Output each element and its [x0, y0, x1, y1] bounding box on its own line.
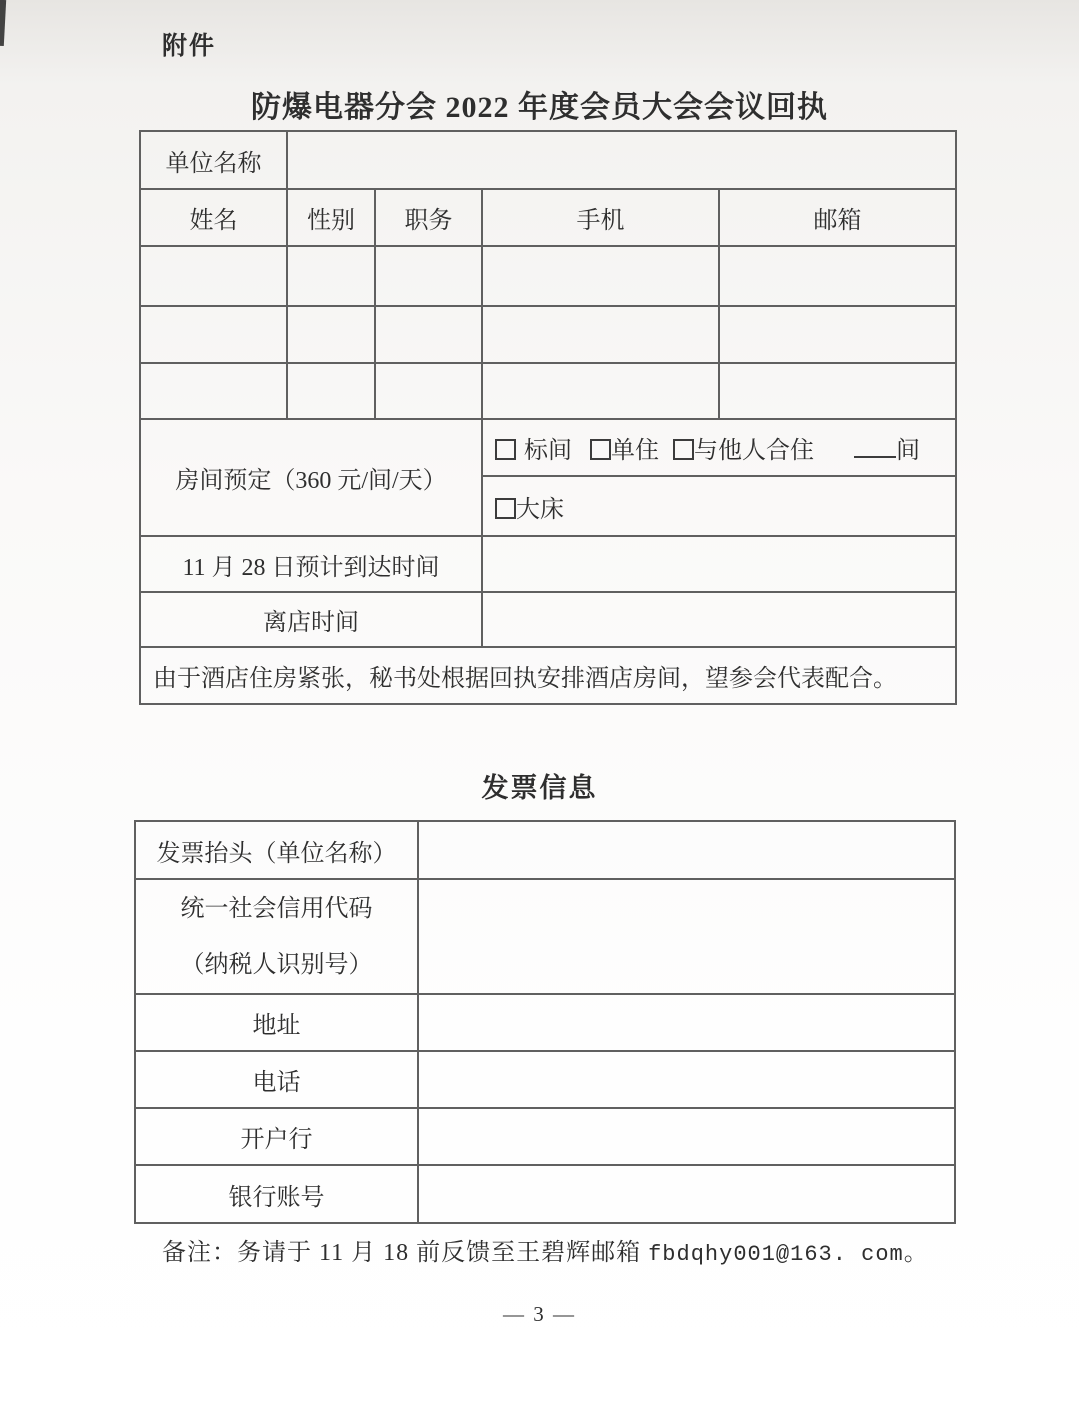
attendee-position-cell: [375, 363, 482, 419]
unit-name-label: 单位名称: [140, 131, 287, 189]
table-row: [140, 246, 956, 306]
departure-time-value-cell: [482, 592, 956, 647]
unit-name-value-cell: [287, 131, 956, 189]
departure-time-label: 离店时间: [140, 592, 482, 647]
phone-value-cell: [418, 1051, 955, 1108]
checkbox-standard-room-icon: [495, 439, 516, 460]
room-booking-label: 房间预定（360 元/间/天）: [140, 419, 482, 536]
attendee-mobile-cell: [482, 306, 719, 363]
big-bed-option-cell: [482, 476, 956, 536]
table-row: [140, 306, 956, 363]
option-single-room-label: 单住: [611, 438, 659, 464]
account-value-cell: [418, 1165, 955, 1223]
table-row: [140, 131, 956, 189]
table-row: [140, 363, 956, 419]
column-header-gender: 性别: [287, 189, 375, 246]
attachment-label: 附件: [162, 33, 217, 60]
attendee-name-cell: [140, 306, 287, 363]
arrival-time-value-cell: [482, 536, 956, 592]
table-row: [140, 536, 956, 592]
option-standard-room-label: 标间: [524, 438, 572, 464]
attendee-gender-cell: [287, 246, 375, 306]
column-header-email: 邮箱: [719, 189, 956, 246]
room-type-options-cell: [482, 419, 956, 476]
table-row: [135, 1165, 955, 1223]
table-row: [140, 592, 956, 647]
checkbox-shared-room-icon: [673, 439, 694, 460]
attendee-name-cell: [140, 363, 287, 419]
credit-code-value-cell: [418, 879, 955, 994]
attendee-position-cell: [375, 306, 482, 363]
checkbox-single-room-icon: [590, 439, 611, 460]
remark-prefix: 备注：务请于 11 月 18 前反馈至王碧辉邮箱: [162, 1240, 649, 1266]
table-row: [135, 1051, 955, 1108]
attendee-gender-cell: [287, 306, 375, 363]
address-label: 地址: [135, 994, 418, 1051]
table-row: [140, 189, 956, 246]
column-header-position: 职务: [375, 189, 482, 246]
credit-code-label-line1: 统一社会信用代码: [180, 895, 373, 922]
attendee-mobile-cell: [482, 246, 719, 306]
credit-code-label: [135, 879, 418, 994]
table-row: [135, 879, 955, 994]
attendee-mobile-cell: [482, 363, 719, 419]
table-row: [140, 647, 956, 704]
table-row: [140, 419, 956, 476]
contact-email: fbdqhy001@163. com: [648, 1242, 904, 1267]
attendee-email-cell: [719, 246, 956, 306]
scan-artifact-corner: [0, 0, 6, 46]
page-number: — 3 —: [503, 1302, 576, 1326]
address-value-cell: [418, 994, 955, 1051]
room-count-blank-line: [854, 432, 896, 458]
attendee-name-cell: [140, 246, 287, 306]
bank-label: 开户行: [135, 1108, 418, 1165]
attendee-gender-cell: [287, 363, 375, 419]
hotel-note-text: 由于酒店住房紧张，秘书处根据回执安排酒店房间，望参会代表配合。: [140, 647, 956, 704]
attendee-email-cell: [719, 363, 956, 419]
attendee-email-cell: [719, 306, 956, 363]
checkbox-big-bed-icon: [495, 498, 516, 519]
column-header-mobile: 手机: [482, 189, 719, 246]
invoice-title-label: 发票抬头（单位名称）: [135, 821, 418, 879]
table-row: [135, 994, 955, 1051]
account-label: 银行账号: [135, 1165, 418, 1223]
option-big-bed-label: 大床: [516, 496, 564, 523]
page-title: 防爆电器分会 2022 年度会员大会会议回执: [251, 91, 828, 124]
phone-label: 电话: [135, 1051, 418, 1108]
invoice-section-title: 发票信息: [481, 773, 598, 803]
arrival-time-label: 11 月 28 日预计到达时间: [140, 536, 482, 592]
credit-code-label-line2: （纳税人识别号）: [180, 951, 373, 978]
table-row: [135, 1108, 955, 1165]
meeting-reply-table: [139, 130, 957, 705]
room-count-unit-label: 间: [896, 438, 920, 464]
invoice-title-value-cell: [418, 821, 955, 879]
invoice-info-table: [134, 820, 956, 1224]
option-shared-room-label: 与他人合住: [694, 438, 814, 464]
attendee-position-cell: [375, 246, 482, 306]
column-header-name: 姓名: [140, 189, 287, 246]
bank-value-cell: [418, 1108, 955, 1165]
remark-text: [162, 1232, 929, 1267]
remark-suffix: 。: [903, 1240, 929, 1266]
table-row: [135, 821, 955, 879]
